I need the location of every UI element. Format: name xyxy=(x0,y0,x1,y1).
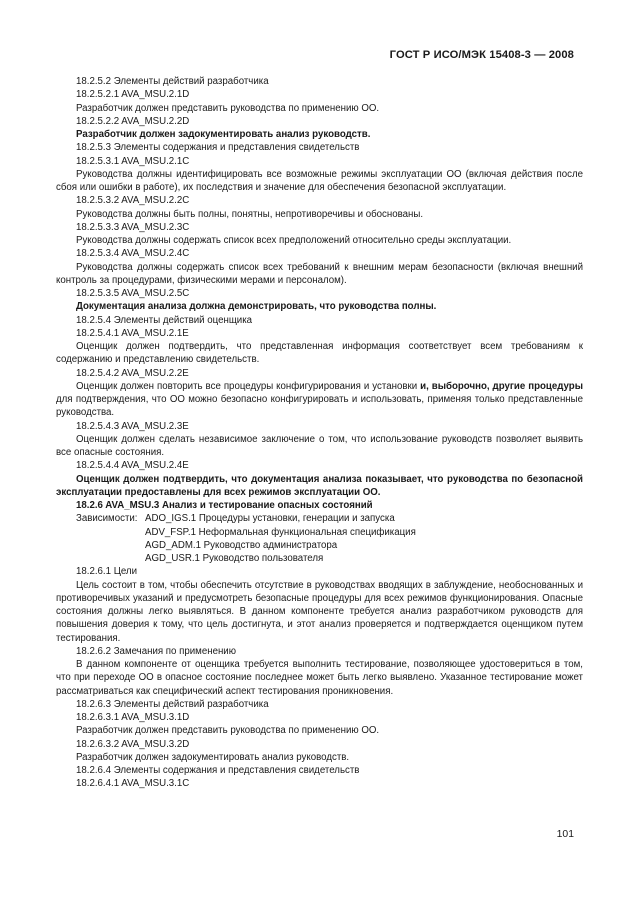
paragraph: Руководства должны быть полны, понятны, непротиворечивы и обоснованы. xyxy=(76,208,424,220)
element-id: 18.2.6.3.2 AVA_MSU.3.2D xyxy=(76,738,190,750)
element-id: 18.2.6.3.1 AVA_MSU.3.1D xyxy=(76,712,190,723)
dependencies xyxy=(56,512,583,565)
dependency-item: AGD_ADM.1 Руководство администратора xyxy=(145,539,338,551)
element-id: 18.2.6.4.1 AVA_MSU.3.1C xyxy=(76,778,190,790)
section-heading: 18.2.6.3 Элементы действий разработчика xyxy=(76,698,269,710)
element-id: 18.2.5.3.3 AVA_MSU.2.3C xyxy=(76,221,190,233)
bold-paragraph: Документация анализа должна демонстрировать, что руководства полны. xyxy=(76,301,437,313)
page-number: 101 xyxy=(556,829,574,840)
paragraph: Руководства должны содержать список всех предположений относительно среды эксплуатации. xyxy=(76,235,512,246)
dependency-item: ADV_FSP.1 Неформальная функциональная спецификация xyxy=(145,526,416,538)
paragraph: Оценщик должен сделать независимое заключение о том, что использование руководств позволяет выявить все опасные состояния. xyxy=(56,433,583,458)
paragraph: Цель состоит в том, чтобы обеспечить отсутствие в руководствах вводящих в заблуждение, необоснованных и противоречивых указаний и предусмотреть безопасные процедуры для всех режимов функционирования. Опасные состояния должны легко выявляться. В данном компоненте требуется анализ разработчиком руководств для повышения доверия к тому, что цель достигнута, и этот анализ проверяется и подтверждается оценщиком путем тестирования. xyxy=(56,579,583,644)
section-heading: 18.2.5.3 Элементы содержания и представления свидетельств xyxy=(76,142,360,154)
dependencies-label: Зависимости: xyxy=(76,513,138,525)
element-id: 18.2.5.3.1 AVA_MSU.2.1C xyxy=(76,155,190,167)
document-header: ГОСТ Р ИСО/МЭК 15408-3 — 2008 xyxy=(389,49,574,61)
element-id: 18.2.5.2.2 AVA_MSU.2.2D xyxy=(76,115,190,127)
bold-paragraph: Разработчик должен задокументировать анализ руководств. xyxy=(76,129,371,140)
dependencies-list xyxy=(145,512,583,565)
section-heading: 18.2.5.2 Элементы действий разработчика xyxy=(76,76,269,87)
paragraph: Разработчик должен представить руководства по применению ОО. xyxy=(76,725,380,737)
paragraph-mixed xyxy=(56,380,583,420)
paragraph: Руководства должны идентифицировать все возможные режимы эксплуатации ОО (включая действия после сбоя или ошибки в работе), их последствия и значение для обеспечения безопасной эксплуатации. xyxy=(56,168,583,193)
section-heading: 18.2.6.4 Элементы содержания и представления свидетельств xyxy=(76,765,360,776)
element-id: 18.2.5.4.2 AVA_MSU.2.2E xyxy=(76,367,189,379)
element-id: 18.2.5.3.2 AVA_MSU.2.2C xyxy=(76,195,190,207)
paragraph: Руководства должны содержать список всех требований к внешним мерам безопасности (включая внешний контроль за процедурами, физическими мерами и персоналом). xyxy=(56,261,583,286)
element-id: 18.2.5.4.3 AVA_MSU.2.3E xyxy=(76,420,189,432)
element-id: 18.2.5.3.4 AVA_MSU.2.4C xyxy=(76,248,190,260)
paragraph: Оценщик должен подтвердить, что представленная информация соответствует всем требованиям к содержанию и представлению свидетельств. xyxy=(56,341,583,366)
dependency-item: AGD_USR.1 Руководство пользователя xyxy=(145,553,324,564)
bold-paragraph: Оценщик должен подтвердить, что документация анализа показывает, что руководства по безопасной эксплуатации предоставлены для всех режимов эксплуатации ОО. xyxy=(56,473,583,498)
text-span: Оценщик должен повторить все процедуры конфигурирования и установки xyxy=(76,380,421,392)
paragraph: В данном компоненте от оценщика требуется выполнить тестирование, позволяющее удостовериться в том, что при переходе ОО в опасное состояние последнее может быть легко выявлено. Указанное тестирование может рассматриваться как специфический аспект тестирования проникновения. xyxy=(56,659,583,697)
dependency-item: ADO_IGS.1 Процедуры установки, генерации и запуска xyxy=(145,513,395,525)
component-heading: 18.2.6 AVA_MSU.3 Анализ и тестирование опасных состояний xyxy=(76,500,373,511)
element-id: 18.2.5.4.4 AVA_MSU.2.4E xyxy=(76,460,189,472)
element-id: 18.2.5.3.5 AVA_MSU.2.5C xyxy=(76,288,190,299)
section-heading: 18.2.6.2 Замечания по применению xyxy=(76,645,236,657)
element-id: 18.2.5.2.1 AVA_MSU.2.1D xyxy=(76,89,190,101)
document-body xyxy=(56,75,583,791)
text-span: для подтверждения, что ОО можно безопасно конфигурировать и использовать, применяя только представленные руководства. xyxy=(56,394,583,419)
section-heading: 18.2.6.1 Цели xyxy=(76,566,138,578)
paragraph: Разработчик должен представить руководства по применению ОО. xyxy=(76,102,380,114)
element-id: 18.2.5.4.1 AVA_MSU.2.1E xyxy=(76,327,189,339)
paragraph: Разработчик должен задокументировать анализ руководств. xyxy=(76,751,350,763)
bold-span: и, выборочно, другие процедуры xyxy=(420,380,583,392)
section-heading: 18.2.5.4 Элементы действий оценщика xyxy=(76,314,253,326)
